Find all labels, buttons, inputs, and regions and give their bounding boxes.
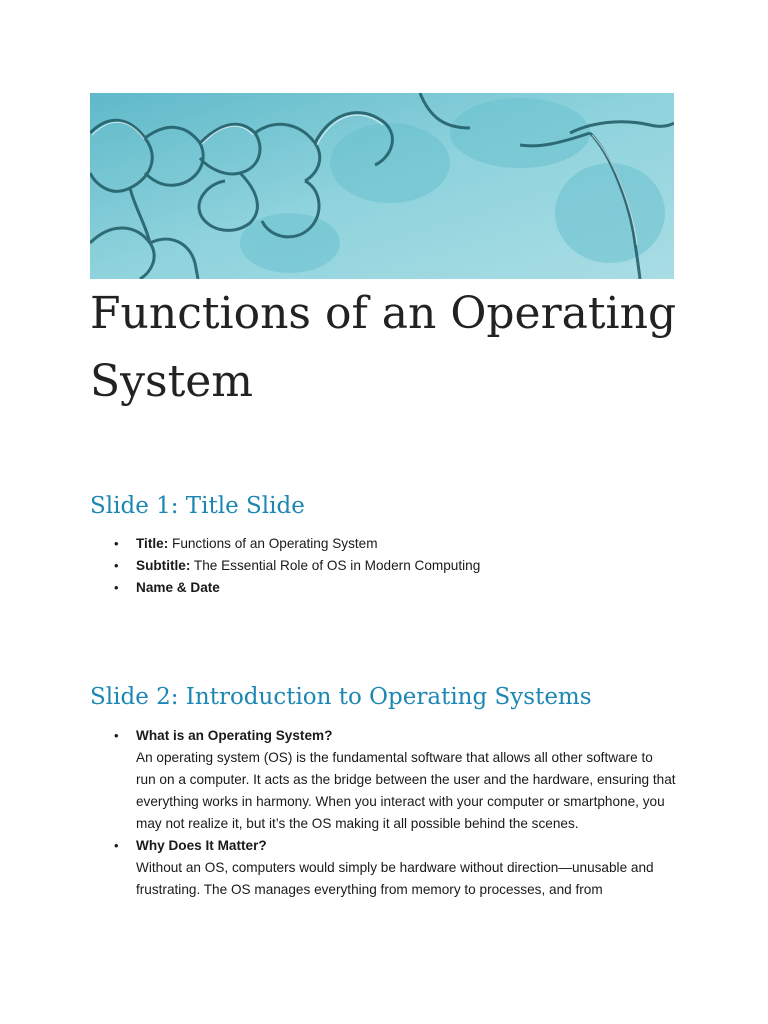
bullet-label: Title:	[136, 536, 169, 551]
slide-2-heading: Slide 2: Introduction to Operating Systems	[90, 684, 592, 710]
slide-1-heading: Slide 1: Title Slide	[90, 493, 305, 519]
list-item	[112, 533, 672, 555]
bullet-icon: •	[114, 536, 119, 551]
list-item	[112, 725, 676, 835]
bullet-text: Functions of an Operating System	[168, 536, 378, 551]
header-banner-image	[90, 93, 674, 279]
bullet-icon: •	[114, 728, 119, 743]
bullet-paragraph: An operating system (OS) is the fundamental software that allows all other software to run on a computer. It acts as the bridge between the user and the hardware, ensuring that everything works in harmony. When you interact with your computer or smartphone, you may not realize it, but it’s the OS making it all possible behind the scenes.	[136, 750, 676, 831]
list-item	[112, 835, 672, 901]
bullet-icon: •	[114, 580, 119, 595]
bullet-label: Subtitle:	[136, 558, 191, 573]
bullet-label: Name & Date	[136, 580, 220, 595]
bubble-network-illustration	[90, 93, 674, 279]
list-item	[112, 555, 672, 577]
bullet-text: The Essential Role of OS in Modern Computing	[190, 558, 481, 573]
bullet-label: Why Does It Matter?	[136, 838, 267, 853]
bullet-label: What is an Operating System?	[136, 728, 333, 743]
slide-2-bullet-list	[112, 725, 676, 901]
bullet-icon: •	[114, 558, 119, 573]
slide-1-bullet-list	[112, 533, 672, 599]
document-title: Functions of an Operating System	[90, 288, 677, 407]
list-item	[112, 577, 672, 599]
bullet-paragraph: Without an OS, computers would simply be hardware without direction—unusable and frustrating. The OS manages everything from memory to processes, and from	[136, 860, 654, 897]
bullet-icon: •	[114, 838, 119, 853]
